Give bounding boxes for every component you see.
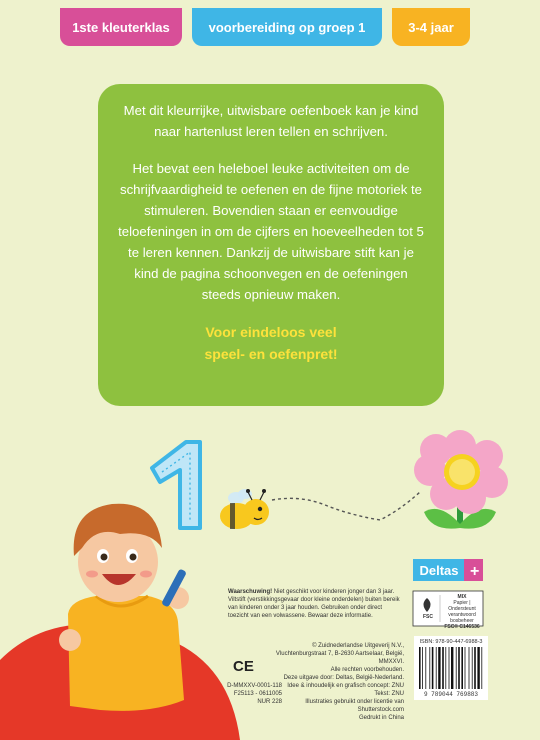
imprint-block xyxy=(262,642,404,722)
blurb-paragraph-2: Het bevat een heleboel leuke activiteiten om de schrijfvaardigheid te oefenen en de fijne motoriek te stimuleren. Bovendien staan er eenvoudige teloefeningen in om de cijfers en hoeveelheden tot 5 te leren kennen. Dankzij de uitwisbare stift kan je kind de pagina schoonvegen en de oefeningen steeds opnieuw maken. xyxy=(118,161,424,302)
warning-label: Waarschuwing! xyxy=(228,589,273,595)
warning-block xyxy=(228,588,404,620)
fsc-mark-text: FSC xyxy=(423,614,433,620)
code-line-2: F25113 - 0611005 xyxy=(233,691,282,697)
bee-icon xyxy=(220,489,269,529)
imprint-line-7: Illustraties gebruikt onder licentie van Shutterstock.com xyxy=(305,699,404,713)
imprint-line-2: Vluchtenburgstraat 7, B-2630 Aartselaar, België, MMXXVI. xyxy=(275,651,404,665)
boy-illustration-icon xyxy=(59,504,189,711)
imprint-line-5: Idee & inhoudelijk en grafisch concept: ZNU xyxy=(287,683,404,689)
fsc-code: FSC® C146536 xyxy=(444,624,480,630)
imprint-line-1: © Zuidnederlandse Uitgeverij N.V., xyxy=(312,643,404,649)
tracing-digit-icon xyxy=(152,442,200,528)
ce-mark: CE xyxy=(233,658,254,675)
slogan-line-2: speel- en oefenpret! xyxy=(204,346,338,362)
dashed-trace-path xyxy=(272,492,420,520)
imprint-line-8: Gedrukt in China xyxy=(358,715,404,721)
code-line-1: D-MMXXV-0001-118 xyxy=(227,683,282,689)
blurb-paragraph-1: Met dit kleurrijke, uitwisbare oefenboek kan je kind naar hartenlust leren tellen en schrijven. xyxy=(123,103,419,139)
fsc-mix-label: MIX xyxy=(457,594,467,600)
warning-text: Niet geschikt voor kinderen jonger dan 3 jaar. Viltstift (verstikkingsgevaar door kleine onderdelen) buiten bereik van kinderen onder 3 jaar houden. Gebruiken onder direct toezicht van een volwassene. Bewaar deze informatie. xyxy=(228,589,400,619)
isbn-text: ISBN: 978-90-447-6988-3 xyxy=(419,639,483,645)
imprint-line-3: Alle rechten voorbehouden. xyxy=(330,667,404,673)
tab-age-label: 3-4 jaar xyxy=(408,19,454,35)
slogan-line-1: Voor eindeloos veel xyxy=(205,324,337,340)
imprint-line-6: Tekst: ZNU xyxy=(374,691,404,697)
fsc-line-1: Papier | Ondersteunt xyxy=(448,600,476,612)
imprint-line-4: Deze uitgave door: Deltas, België-Nederland. xyxy=(283,675,404,681)
tab-subtitle-label: voorbereiding op groep 1 xyxy=(208,19,366,35)
deltas-plus-icon: + xyxy=(470,563,480,580)
code-line-3: NUR 228 xyxy=(257,699,282,705)
fsc-line-2: verantwoord bosbeheer xyxy=(448,612,476,624)
tab-level-label: 1ste kleuterklas xyxy=(72,19,170,35)
fsc-info xyxy=(442,594,482,630)
deltas-logo-text: Deltas xyxy=(419,563,459,578)
flower-icon xyxy=(414,430,508,529)
barcode-digits: 9 789044 769883 xyxy=(423,691,478,698)
